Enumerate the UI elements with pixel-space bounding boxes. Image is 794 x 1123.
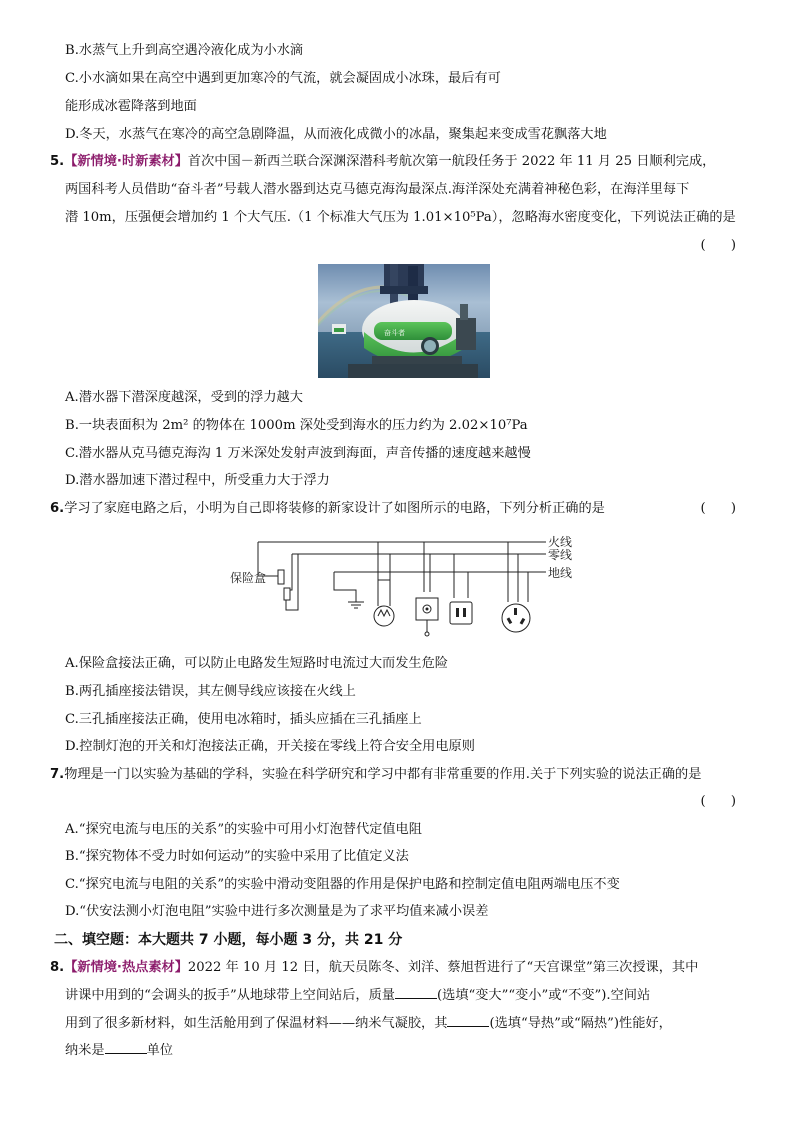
question-number: 6. [50,501,65,516]
q8-stem-line3 [65,1014,672,1034]
q6-option-c: C.三孔插座接法正确，使用电冰箱时，插头应插在三孔插座上 [65,712,422,727]
q5-option-b: B.一块表面积为 2m² 的物体在 1000m 深处受到海水的压力约为 2.02×10⁷Pa [65,418,528,433]
q8-stem-line4 [65,1041,173,1061]
q8-text: 单位 [146,1043,173,1058]
q7-stem [50,765,701,785]
q4-option-c-line1: C.小水滴如果在高空中遇到更加寒冷的气流，就会凝固成小冰珠，最后有可 [65,71,501,86]
q4-option-d: D.冬天，水蒸气在寒冷的高空急剧降温，从而液化成微小的冰晶，聚集起来变成雪花飘落大地 [65,127,607,142]
ground-wire-label: 地线 [548,566,573,580]
topic-tag: 【新情境·热点素材】 [64,960,188,975]
answer-bracket: ( ) [700,238,736,253]
q8-text: (选填“导热”或“隔热”)性能好， [489,1016,672,1031]
q5-stem-line2: 两国科考人员借助“奋斗者”号载人潜水器到达克马德克海沟最深点.海洋深处充满着神秘色彩，在海洋里每下 [65,182,690,197]
q7-stem-text: 物理是一门以实验为基础的学科，实验在科学研究和学习中都有非常重要的作用.关于下列实验的说法正确的是 [64,767,702,782]
household-circuit-diagram [228,532,588,640]
q7-option-d: D.“伏安法测小灯泡电阻”实验中进行多次测量是为了求平均值来减小误差 [65,904,489,919]
q6-option-b: B.两孔插座接法错误，其左侧导线应该接在火线上 [65,684,356,699]
answer-blank[interactable] [105,1042,147,1054]
q5-option-d: D.潜水器加速下潜过程中，所受重力大于浮力 [65,473,330,488]
q6-stem [50,499,605,519]
fuse-box-label: 保险盒 [230,571,267,585]
question-number: 7. [50,767,65,782]
q8-stem-line1 [50,958,698,978]
q5-option-a: A.潜水器下潜深度越深，受到的浮力越大 [65,390,303,405]
answer-bracket: ( ) [700,501,736,516]
section-heading: 二、填空题：本大题共 7 小题，每小题 3 分，共 21 分 [54,932,403,948]
answer-blank[interactable] [395,987,437,999]
q6-stem-text: 学习了家庭电路之后，小明为自己即将装修的新家设计了如图所示的电路，下列分析正确的是 [64,501,605,516]
q7-option-c: C.“探究电流与电阻的关系”的实验中滑动变阻器的作用是保护电路和控制定值电阻两端电压不变 [65,877,620,892]
submersible-photo [318,264,490,378]
q8-stem-text: 2022 年 10 月 12 日，航天员陈冬、刘洋、蔡旭哲进行了“天宫课堂”第三次授课，其中 [187,960,699,975]
q4-option-b: B.水蒸气上升到高空遇冷液化成为小水滴 [65,43,304,58]
q8-text: (选填“变大”“变小”或“不变”).空间站 [436,988,651,1003]
q5-stem-text: 首次中国－新西兰联合深渊深潜科考航次第一航段任务于 2022 年 11 月 25 日顺利完成， [187,154,716,169]
question-number: 8. [50,960,65,975]
neutral-wire-label: 零线 [548,548,573,562]
q6-option-d: D.控制灯泡的开关和灯泡接法正确，开关接在零线上符合安全用电原则 [65,739,475,754]
q5-stem-line3: 潜 10m，压强便会增加约 1 个大气压.（1 个标准大气压为 1.01×10⁵Pa），忽略海水密度变化，下列说法正确的是 [65,210,736,225]
q4-option-c-line2: 能形成冰雹降落到地面 [65,99,197,114]
answer-bracket: ( ) [700,794,736,809]
q5-stem-line1 [50,152,715,172]
q8-text: 纳米是 [65,1043,105,1058]
topic-tag: 【新情境·时新素材】 [64,154,188,169]
q7-option-a: A.“探究电流与电压的关系”的实验中可用小灯泡替代定值电阻 [65,822,422,837]
answer-blank[interactable] [447,1015,489,1027]
q8-text: 讲课中用到的“会调头的扳手”从地球带上空间站后，质量 [65,988,395,1003]
submersible-name-label: 奋斗者 [384,329,405,337]
live-wire-label: 火线 [548,535,573,549]
question-number: 5. [50,154,65,169]
q7-option-b: B.“探究物体不受力时如何运动”的实验中采用了比值定义法 [65,849,409,864]
q5-option-c: C.潜水器从克马德克海沟 1 万米深处发射声波到海面，声音传播的速度越来越慢 [65,446,531,461]
q8-stem-line2 [65,986,650,1006]
q6-option-a: A.保险盒接法正确，可以防止电路发生短路时电流过大而发生危险 [65,656,448,671]
q8-text: 用到了很多新材料，如生活舱用到了保温材料——纳米气凝胶，其 [65,1016,448,1031]
